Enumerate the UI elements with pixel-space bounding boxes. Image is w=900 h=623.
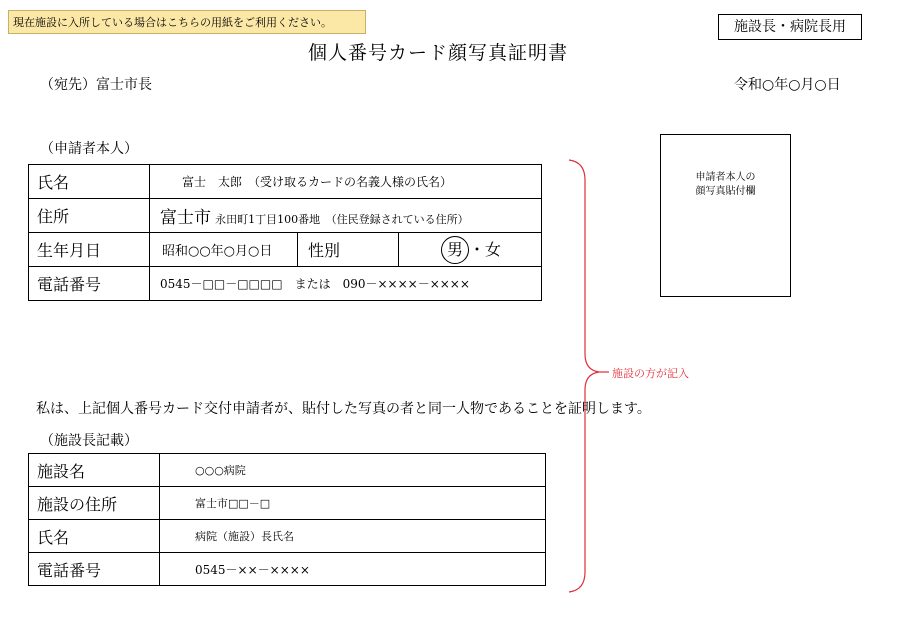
usage-label-box: 施設長・病院長用: [718, 14, 862, 40]
table-row: [29, 553, 546, 586]
facility-heading: （施設長記載）: [40, 433, 138, 449]
applicant-heading: （申請者本人）: [40, 141, 138, 157]
document-title: 個人番号カード顔写真証明書: [308, 42, 569, 64]
table-row: [29, 233, 542, 267]
address-cell: [150, 199, 542, 233]
address-value: 永田町1丁目100番地 （住民登録されている住所）: [215, 213, 469, 226]
photo-paste-box: [660, 134, 791, 297]
table-row: [29, 520, 546, 553]
phone-label: 電話番号: [29, 267, 150, 301]
sex-separator: ・: [469, 239, 486, 259]
applicant-table: [28, 164, 542, 301]
birth-label: 生年月日: [29, 233, 150, 267]
director-name-value: 病院（施設）長氏名: [160, 520, 546, 553]
facility-name-label: 施設名: [29, 454, 160, 487]
table-row: [29, 267, 542, 301]
usage-notice: 現在施設に入所している場合はこちらの用紙をご利用ください。: [8, 10, 366, 34]
facility-address-value: 富士市□□－□: [160, 487, 546, 520]
table-row: [29, 454, 546, 487]
address-label: 住所: [29, 199, 150, 233]
sex-female: 女: [485, 239, 502, 259]
addressee: （宛先）富士市長: [40, 77, 152, 93]
name-value: 富士 太郎 （受け取るカードの名義人様の氏名）: [150, 165, 542, 199]
facility-phone-label: 電話番号: [29, 553, 160, 586]
address-city: 富士市: [160, 208, 211, 228]
document-date: 令和○年○月○日: [734, 77, 841, 93]
table-row: [29, 487, 546, 520]
facility-phone-value: 0545－××－××××: [160, 553, 546, 586]
facility-table: [28, 453, 546, 586]
birth-value: 昭和○○年○月○日: [150, 233, 298, 267]
name-label: 氏名: [29, 165, 150, 199]
director-name-label: 氏名: [29, 520, 160, 553]
sex-value: [399, 233, 542, 267]
phone-value: 0545－□□－□□□□ または 090－××××－××××: [150, 267, 542, 301]
photo-box-line1: 申請者本人の: [695, 172, 756, 183]
table-row: [29, 199, 542, 233]
facility-address-label: 施設の住所: [29, 487, 160, 520]
sex-male-circled: 男: [441, 236, 469, 264]
photo-box-line2: 顔写真貼付欄: [695, 186, 756, 197]
certification-statement: 私は、上記個人番号カード交付申請者が、貼付した写真の者と同一人物であることを証明します。: [36, 401, 651, 417]
table-row: [29, 165, 542, 199]
brace-note: 施設の方が記入: [612, 367, 689, 380]
sex-label: 性別: [298, 233, 399, 267]
facility-name-value: ○○○病院: [160, 454, 546, 487]
